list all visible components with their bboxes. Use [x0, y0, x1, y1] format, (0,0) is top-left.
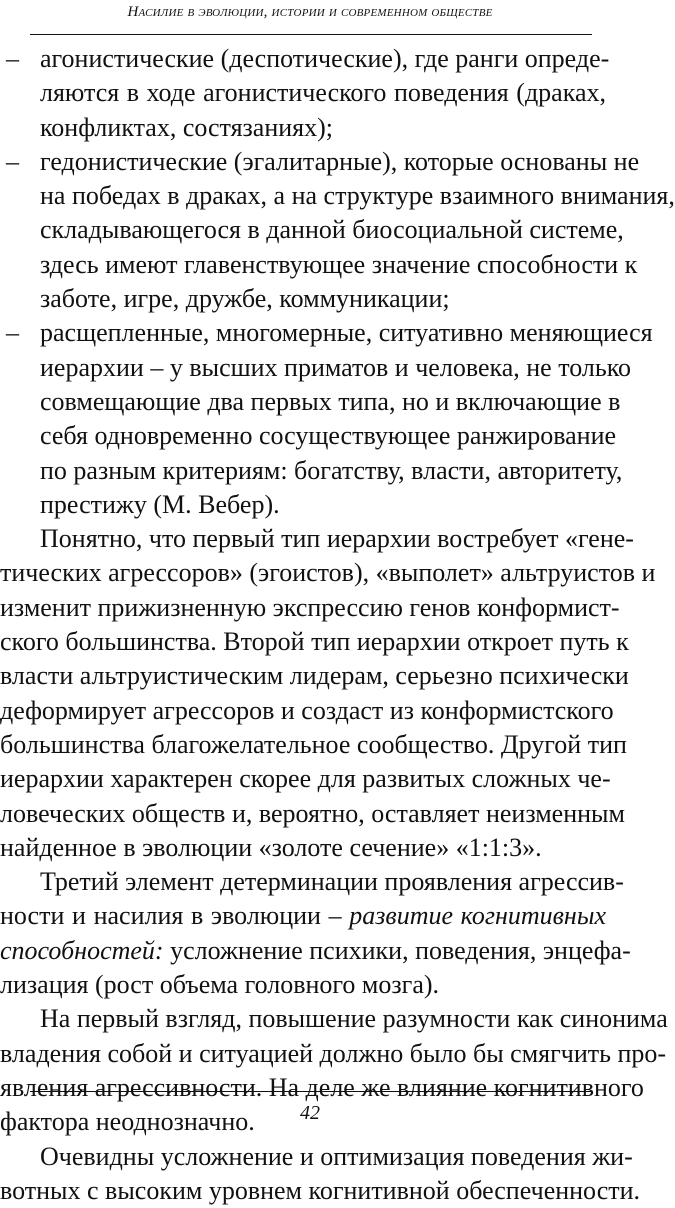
text-line: складывающегося в данной биосоциальной системе, — [40, 213, 606, 247]
text-line: престижу (М. Вебер). — [40, 488, 606, 522]
text-line: себя одновременно сосуществующее ранжирование — [40, 419, 606, 453]
text-line: совмещающие два первых типа, но и включающие в — [40, 385, 606, 419]
text-line: вотных с высоким уровнем когнитивной обеспеченности. — [0, 1174, 606, 1208]
text-line: владения собой и ситуацией должно было бы смягчить про- — [0, 1037, 606, 1071]
emphasized-text: способностей: — [0, 936, 164, 965]
text-line: иерархии характерен скорее для развитых сложных че- — [0, 762, 606, 796]
list-item — [0, 145, 620, 316]
list-dash: – — [6, 145, 30, 179]
text-line: На первый взгляд, повышение разумности как синонима — [40, 1002, 606, 1036]
paragraph-hierarchy-effects — [0, 522, 620, 865]
plain-text: усложнение психики, поведения, энцефа- — [164, 936, 631, 965]
text-line: иерархии – у высших приматов и человека, не только — [40, 351, 606, 385]
emphasized-text: развитие когнитивных — [349, 901, 606, 930]
text-line: большинства благожелательное сообщество. Другой тип — [0, 728, 606, 762]
text-line: фактора неоднозначно. — [0, 1105, 606, 1139]
running-header: Насилие в эволюции, истории и современном обществе — [30, 4, 590, 21]
text-line: на победах в драках, а на структуре взаимного внимания, — [40, 179, 606, 213]
text-line: конфликтах, состязаниях); — [40, 111, 606, 145]
list-dash: – — [6, 42, 30, 76]
text-line: лизация (рост объема головного мозга). — [0, 968, 606, 1002]
text-line: по разным критериям: богатству, власти, авторитету, — [40, 454, 606, 488]
paragraph-cognitive-factor — [0, 865, 620, 1002]
text-line: изменит прижизненную экспрессию генов конформист- — [0, 591, 606, 625]
text-line: явления агрессивности. На деле же влияние когнитивного — [0, 1071, 606, 1105]
text-line: здесь имеют главенствующее значение способности к — [40, 248, 606, 282]
text-line: тических агрессоров» (эгоистов), «выполет» альтруистов и — [0, 556, 606, 590]
text-line: власти альтруистическим лидерам, серьезно психически — [0, 659, 606, 693]
page-number: 42 — [0, 1102, 620, 1125]
list-item — [0, 316, 620, 522]
text-line: ловеческих обществ и, вероятно, оставляет неизменным — [0, 797, 606, 831]
text-line: найденное в эволюции «золоте сечение» «1:1:3». — [0, 831, 606, 865]
text-line — [0, 899, 606, 933]
text-line: гедонистические (эгалитарные), которые основаны не — [40, 145, 606, 179]
footer-rule — [30, 1091, 592, 1092]
text-line: ляются в ходе агонистического поведения (драках, — [40, 76, 606, 110]
hierarchy-types-list — [0, 42, 620, 522]
text-line: Понятно, что первый тип иерархии востребует «гене- — [40, 522, 606, 556]
text-line: деформирует агрессоров и создаст из конформистского — [0, 694, 606, 728]
text-line: Очевидны усложнение и оптимизация поведения жи- — [40, 1140, 606, 1174]
page-body — [0, 42, 620, 1208]
text-line — [0, 934, 606, 968]
list-item — [0, 42, 620, 145]
text-line: расщепленные, многомерные, ситуативно меняющиеся — [40, 316, 606, 350]
plain-text: ности и насилия в эволюции – — [0, 901, 349, 930]
text-line: заботе, игре, дружбе, коммуникации; — [40, 282, 606, 316]
list-dash: – — [6, 316, 30, 350]
paragraph-optimization — [0, 1140, 620, 1208]
text-line: ского большинства. Второй тип иерархии откроет путь к — [0, 625, 606, 659]
header-rule — [30, 34, 592, 35]
text-line: агонистические (деспотические), где ранги опреде- — [40, 42, 606, 76]
text-line: Третий элемент детерминации проявления агрессив- — [40, 865, 606, 899]
